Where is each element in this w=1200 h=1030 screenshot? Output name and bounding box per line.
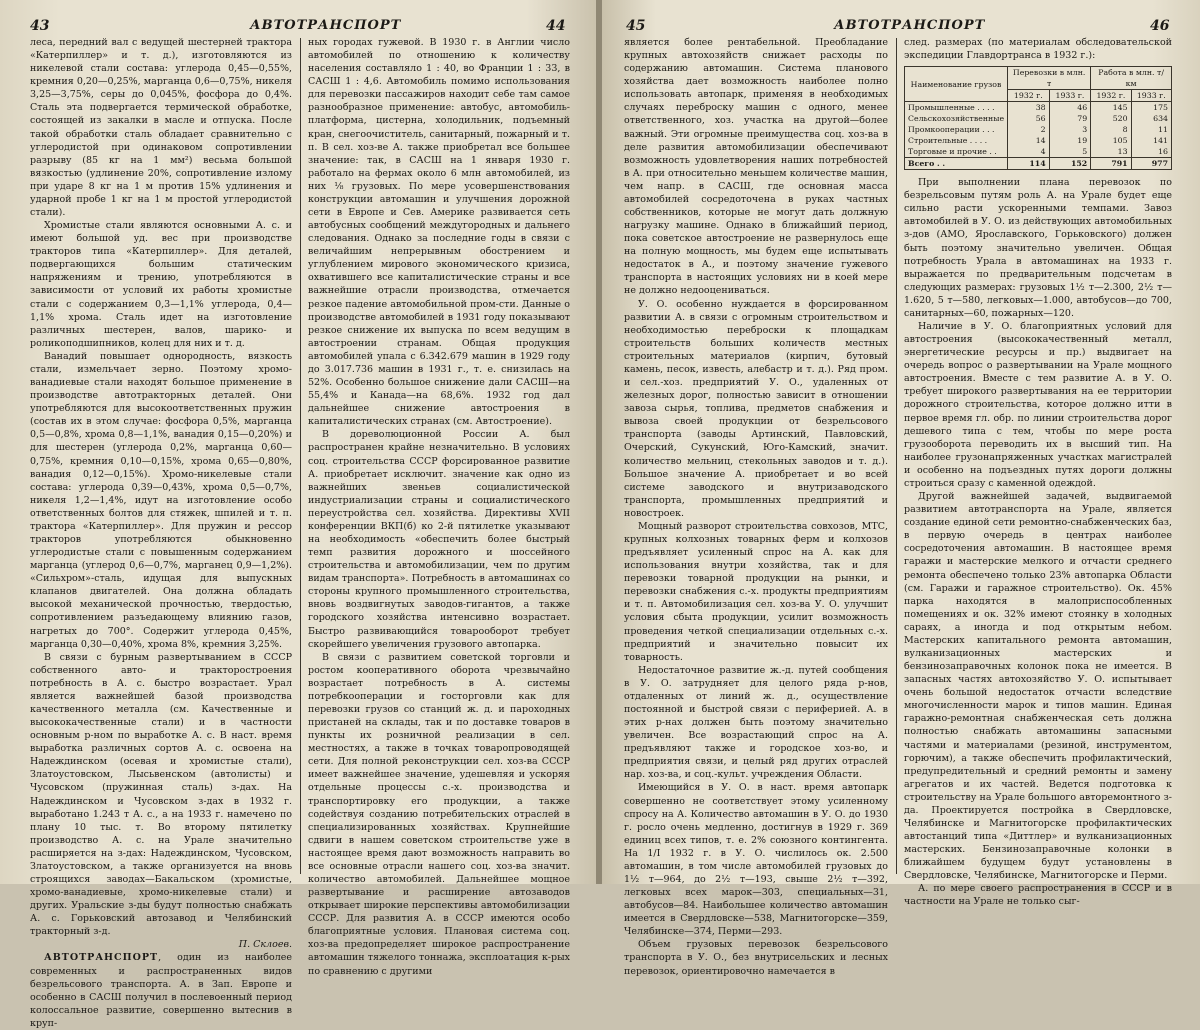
table-cell: 114 bbox=[1008, 158, 1050, 170]
paragraph: У. О. особенно нуждается в форсированном развитии А. в связи с огромным строительством и необходимостью переброски к площадкам строительств больших количеств местных строительных материалов (кирпич, бутовый камень, песок, известь, алебастр и т. д.). Ряд пром. и сел.-хоз. предприятий У. О., удаленных от железных дорог, полностью зависит в отношении завоза сырья, топлива, предметов снабжения и вывоза своей продукции от безрельсового транспорта (заводы Артинский, Павловский, Очерский, Сукунский, Юго-Камский, значит. количество мельниц, стекольных заводов и т. д.). Большое значение А. приобретает и во всей системе заводского и внутризаводского транспорта, промышленных предприятий и новостроек. bbox=[624, 298, 888, 519]
table-cell: Всего . . bbox=[905, 158, 1008, 170]
table-cell: Промкооперации . . . bbox=[905, 124, 1008, 135]
right-page-number: 46 bbox=[1150, 18, 1170, 34]
table-cell: 56 bbox=[1008, 113, 1050, 124]
table-header-name: Наименование грузов bbox=[905, 67, 1008, 102]
table-total-row bbox=[905, 158, 1172, 170]
entry-paragraph bbox=[30, 951, 292, 1029]
column-divider bbox=[300, 38, 301, 874]
left-column2-number: 44 bbox=[546, 18, 566, 34]
right-column-2 bbox=[904, 36, 1172, 908]
table-cell: 46 bbox=[1049, 102, 1091, 114]
table-cell: 634 bbox=[1131, 113, 1171, 124]
paragraph: В дореволюционной России А. был распространен крайне незначительно. В условиях соц. строительства СССР форсированное развитие А. приобретает исключит. значение как одно из важнейших звеньев социалистической индустриализации страны и социалистического переустройства сел. хозяйства. Директивы XVII конференции ВКП(б) ко 2-й пятилетке указывают на необходимость «обеспечить более быстрый темп развития дорожного и шоссейного строительства и автомобилизации, чем по другим видам транспорта». Потребность в автомашинах со стороны крупного промышленного строительства, вновь воздвигнутых заводов-гигантов, а также городского хозяйства интенсивно возрастает. Быстро развивающийся товарооборот требует скорейшего увеличения грузового автопарка. bbox=[308, 429, 570, 650]
table-cell: 141 bbox=[1131, 135, 1171, 146]
paragraph: Ванадий повышает однородность, вязкость стали, измельчает зерно. Поэтому хромо-ванадиевые стали находят большое применение в производстве автотракторных деталей. Они употребляются для высокоответственных пружин (состав их в этом случае: фосфора 0,5%, марганца 0,5—0,8%, хрома 0,8—1,1%, ванадия 0,15—0,20%) и для шестерен (углерода 0,2%, марганца 0,60—0,75%, кремния 0,10—0,15%, хрома 0,65—0,80%, ванадия 0,12—0,15%). Хромо-никелевые стали состава: углерода 0,39—0,43%, хрома 0,5—0,7%, никеля 1,2—1,4%, идут на изготовление особо ответственных болтов для стяжек, шпилей и т. п. трактора «Катерпиллер». Для пружин и рессор тракторов употребляются обыкновенно углеродистые стали с повышенным содержанием марганца (углерод 0,6—0,7%, марганец 0,9—1,2%). «Сильхром»-сталь, идущая для выпускных клапанов двигателей. Она должна обладать высокой механической прочностью, твердостью, сопротивлением разъедающему влиянию газов, нагретых до 700°. Содержит углерода 0,45%, марганца 0,30—0,40%, хрома 8%, кремния 3,25%. bbox=[30, 350, 292, 650]
table-cell: Промышленные . . . . bbox=[905, 102, 1008, 114]
paragraph: А. по мере своего распространения в СССР и в частности на Урале не только сыг- bbox=[904, 883, 1172, 908]
table-cell: 175 bbox=[1131, 102, 1171, 114]
table-header-year: 1933 г. bbox=[1049, 90, 1091, 102]
paragraph: ных городах гужевой. В 1930 г. в Англии число автомобилей по отношению к количеству населения составляло 1 : 40, во Франции 1 : 33, в САСШ 1 : 4,6. Автомобиль помимо использования для перевозки пассажиров находит себе там самое разнообразное применение: автобус, автомобиль-платформа, цистерна, холодильник, подъемный кран, снегоочиститель, санитарный, пожарный и т. п. В сел. хоз-ве А. также приобретал все большее значение: так, в САСШ на 1 января 1930 г. работало на фермах около 6 млн автомобилей, из них ⅛ грузовых. По мере усовершенствования конструкции автомашин и улучшения дорожной сети в Европе и Сев. Америке развивается сеть автобусных сообщений междугородных и дальнего следования. Однако за последние годы в связи с величайшим непрерывным обострением и углублением мирового экономического кризиса, охватившего все капиталистические страны и все важнейшие отрасли производства, отмечается резкое падение автомобильной пром-сти. Данные о производстве автомобилей в 1931 году показывают резкое снижение их выпуска по всем ведущим в автостроении странам. Общая продукция автомобилей упала с 6.342.679 машин в 1929 году до 3.017.736 машин в 1931 г., т. е. снизилась на 52%. Особенно большое снижение дали САСШ—на 55,4% и Канада—на 68,6%. 1932 год дал дальнейшее снижение автостроения в капиталистических странах (см. Автостроение). bbox=[308, 37, 570, 428]
paragraph: является более рентабельной. Преобладание крупных автохозяйств снижает расходы по содержанию автомашин. Система планового хозяйства дает возможность наиболее полно использовать автопарк, применяя в необходимых случаях переброску машин с одного, менее ответственного, хоз. участка на другой—более важный. Эти огромные преимущества соц. хоз-ва в деле развития автомобилизации обеспечивают возможность удовлетворения наших потребностей в А. при относительно меньшем количестве машин, чем напр. в САСШ, где основная масса автомобилей сосредоточена в руках частных собственников, которые не могут дать должную нагрузку машине. Однако в ближайший период, пока советское автостроение не развернулось еще на полную мощность, мы будем еще испытывать недостаток в А., и поэтому значение гужевого транспорта в настоящих условиях ни в коей мере не должно недооцениваться. bbox=[624, 37, 888, 297]
left-running-head: АВТОТРАНСПОРТ bbox=[250, 18, 402, 33]
author-signature: П. Склоев. bbox=[238, 939, 292, 951]
paragraph: Хромистые стали являются основными А. с. и имеют большой уд. вес при производстве тракторов типа «Катерпиллер». Для деталей, подвергающихся большим статическим напряжениям и трению, употребляются в зависимости от условий их работы хромистые стали с содержанием 0,3—1,1% углерода, 0,4—1,1% хрома. Сталь идет на изготовление различных шестерен, валов, шарико- и роликоподшипников, колец для них и т. д. bbox=[30, 220, 292, 349]
left-column-2 bbox=[308, 36, 570, 977]
freight-table bbox=[904, 66, 1172, 170]
table-header-year: 1933 г. bbox=[1131, 90, 1171, 102]
paragraph: Наличие в У. О. благоприятных условий для автостроения (высококачественный металл, энергетические ресурсы и пр.) выдвигает на очередь вопрос о развертывании на Урале мощного автостроения. Вместе с тем развитие А. в У. О. требует широкого развертывания на ее территории дорожного строительства, которое должно итти в первое время гл. обр. по линии строительства дорог дешевого типа с тем, чтобы по мере роста грузооборота переводить их в высший тип. На наиболее грузонапряженных участках магистралей и особенно на подъездных путях дороги должны строиться сразу с каменной одеждой. bbox=[904, 321, 1172, 489]
table-cell: 4 bbox=[1008, 146, 1050, 158]
entry-text: , один из наиболее современных и распространенных видов безрельсового транспорта. А. в Зап. Европе и особенно в САСШ получил в послевоенный период колоссальное развитие, совершенно вытеснив в круп- bbox=[30, 952, 292, 1029]
left-page bbox=[0, 0, 598, 1029]
table-cell: 8 bbox=[1091, 124, 1131, 135]
table-cell: 2 bbox=[1008, 124, 1050, 135]
table-header-year: 1932 г. bbox=[1008, 90, 1050, 102]
paragraph: леса, передний вал с ведущей шестерней трактора «Катерпиллер» и т. д.), изготовляются из никелевой стали состава: углерода 0,45—0,55%, кремния 0,20—0,25%, марганца 0,6—0,75%, никеля 3,25—3,75%, серы до 0,045%, фосфора до 0,4%. Сталь эта подвергается термической обработке, состоящей из закалки в масле и отпуска. После такой обработки сталь обладает сравнительно с углеродистой при одинаковом сопротивлении разрыву (85 кг на 1 мм²) весьма большой вязкостью (удлинение 20%, сопротивление излому при ударе 8 кг на 1 м против 15% удлинения и ударной пробе 1 кг на 1 м простой углеродистой стали). bbox=[30, 37, 292, 219]
table-cell: 14 bbox=[1008, 135, 1050, 146]
table-cell: 105 bbox=[1091, 135, 1131, 146]
paragraph: В связи с развитием советской торговли и ростом кооперативного оборота чрезвычайно возрастает потребность в А. системы потребкооперации и госторговли как для перевозки грузов со станций ж. д. и пароходных пристаней на склады, так и по доставке товаров в пункты их розничной реализации в сел. местностях, а также в точках товаропроводящей сети. Для полной реконструкции сел. хоз-ва СССР имеет важнейшее значение, удешевляя и ускоряя отдельные процессы с.-х. производства и транспортировку его продукции, а также содействуя созданию потребительских отраслей в специализированных хозяйствах. Крупнейшие сдвиги в нашем советском строительстве уже в настоящее время дают возможность направить во все основные отрасли нашего соц. хоз-ва значит. количество автомобилей. Дальнейшее мощное развертывание и расширение автозаводов открывает широкие перспективы автомобилизации СССР. Для развития А. в СССР имеются особо благоприятные условия. Плановая система соц. хоз-ва предопределяет широкое распространение автомашин тяжелого тоннажа, эксплоатация к-рых по сравнению с другими bbox=[308, 651, 570, 977]
table-cell: 5 bbox=[1049, 146, 1091, 158]
table-row bbox=[905, 146, 1172, 158]
table-cell: 11 bbox=[1131, 124, 1171, 135]
table-cell: 38 bbox=[1008, 102, 1050, 114]
table-cell: 13 bbox=[1091, 146, 1131, 158]
table-row bbox=[905, 113, 1172, 124]
table-cell: 19 bbox=[1049, 135, 1091, 146]
right-page bbox=[602, 0, 1200, 977]
table-row bbox=[905, 102, 1172, 114]
paragraph: Объем грузовых перевозок безрельсового транспорта в У. О., без внутрисельских и лесных перевозок, ориентировочно намечается в bbox=[624, 939, 888, 977]
paragraph: Мощный разворот строительства совхозов, МТС, крупных колхозных товарных ферм и колхозов предъявляет усиленный спрос на А. как для использования внутри хозяйства, так и для перевозки товарной продукции на рынки, и перевозки снабжения с.-х. продукты предприятиям и т. п. Автомобилизация сел. хоз-ва У. О. улучшит условия сбыта продукции, усилит возможность проведения четкой специализации отдельных с.-х. предприятий и значительно повысит их товарность. bbox=[624, 520, 888, 663]
table-header-year: 1932 г. bbox=[1091, 90, 1131, 102]
paragraph: Имеющийся в У. О. в наст. время автопарк совершенно не соответствует этому усиленному спросу на А. Количество автомашин в У. О. до 1930 г. росло очень медленно, достигнув в 1929 г. 369 единиц всех типов, т. е. 2% союзного контингента. На 1/I 1932 г. в У. О. числилось ок. 2.500 автомашин, в том числе автомобилей грузовых до 1½ т—964, до 2½ т—193, свыше 2½ т—392, легковых всех марок—303, специальных—31, автобусов—84. Наибольшее количество автомашин имеется в Свердловске—538, Магнитогорске—359, Челябинске—374, Перми—293. bbox=[624, 782, 888, 938]
left-column-1 bbox=[30, 36, 292, 1029]
table-cell: Торговые и прочие . . bbox=[905, 146, 1008, 158]
paragraph: В связи с бурным развертыванием в СССР собственного авто- и тракторостроения потребность в А. с. быстро возрастает. Урал является важнейшей базой производства качественного металла (см. Качественные и высококачественные стали) и в частности основным р-ном по выработке А. с. В наст. время выработка различных сортов А. с. освоена на Надеждинском (осевая и хромистые стали), Златоустовском, Лысьвенском (автолисты) и Чусовском (пружинная сталь) з-дах. На Надеждинском и Чусовском з-дах в 1932 г. выработано 1.243 т А. с., а на 1933 г. намечено по плану 10 тыс. т. Во второму пятилетку производство А. с. на Урале значительно расширяется на з-дах: Надеждинском, Чусовском, Златоустовском, а также организуется на вновь строящихся заводах—Бакальском (хромистые, хромо-ванадиевые, хромо-никелевые стали) и других. Уральские з-ды будут полностью снабжать А. с. Горьковский автозавод и Челябинский тракторный з-д. bbox=[30, 651, 292, 938]
table-cell: 79 bbox=[1049, 113, 1091, 124]
table-header-group: Перевозки в млн. т bbox=[1008, 67, 1091, 90]
table-cell: 791 bbox=[1091, 158, 1131, 170]
table-header-group: Работа в млн. т/км bbox=[1091, 67, 1172, 90]
table-cell: Сельскохозяйственные bbox=[905, 113, 1008, 124]
table-cell: 152 bbox=[1049, 158, 1091, 170]
table-cell: 977 bbox=[1131, 158, 1171, 170]
paragraph: Другой важнейшей задачей, выдвигаемой развитием автотранспорта на Урале, является создание единой сети ремонтно-снабженческих баз, в первую очередь в центрах наиболее сосредоточения автомашин. В настоящее время гаражи и мастерские мелкого и отчасти среднего ремонта обеспечено только 23% автопарка Области (см. Гаражи и гаражное строительство). Ок. 45% парка находятся в малоприспособленных помещениях и ок. 32% имеют стоянку в холодных сараях, а иногда и под открытым небом. Мастерских капитального ремонта автомашин, вулканизационных мастерских и бензинозаправочных колонок пока не имеется. В запасных частях автохозяйство У. О. испытывает очень большой недостаток отчасти вследствие многочисленности марок и типов машин. Единая гаражно-ремонтная снабженческая сеть должна полностью снабжать автомашины запасными частями и материалами (резиной, инструментом, горючим), а также обеспечить профилактический, предупредительный и средний ремонты и замену агрегатов и их частей. Ведется подготовка к строительству на Урале большого авторемонтного з-да. Проектируется постройка в Свердловске, Челябинске и Магнитогорске профилактических автостанций типа «Диттлер» и вулканизационных мастерских. Бензинозаправочные колонки в ближайшем будущем будут установлены в Свердловске, Челябинске, Магнитогорске и Перми. bbox=[904, 491, 1172, 882]
table-row bbox=[905, 124, 1172, 135]
right-running-head: АВТОТРАНСПОРТ bbox=[834, 18, 986, 33]
table-row bbox=[905, 135, 1172, 146]
table-cell: 145 bbox=[1091, 102, 1131, 114]
right-column1-number: 45 bbox=[626, 18, 646, 34]
entry-headword: АВТОТРАНСПОРТ bbox=[44, 952, 159, 964]
left-page-number: 43 bbox=[30, 18, 50, 34]
right-column-1 bbox=[624, 36, 888, 977]
table-cell: 16 bbox=[1131, 146, 1171, 158]
column-divider bbox=[896, 38, 897, 874]
table-cell: 3 bbox=[1049, 124, 1091, 135]
table-cell: Строительные . . . . bbox=[905, 135, 1008, 146]
table-intro: след. размерах (по материалам обследовательской экспедиции Главдортранса в 1932 г.): bbox=[904, 37, 1172, 62]
paragraph: Недостаточное развитие ж.-д. путей сообщения в У. О. затрудняет для целого ряда р-нов, отдаленных от линий ж. д., осуществление постоянной и быстрой связи с периферией. А. в этих р-нах должен быть поэтому значительно увеличен. Все возрастающий спрос на А. предъявляют также и городское хоз-во, и предприятия связи, и целый ряд других отраслей нар. хоз-ва, и соц.-культ. учреждения Области. bbox=[624, 664, 888, 781]
table-cell: 520 bbox=[1091, 113, 1131, 124]
paragraph: При выполнении плана перевозок по безрельсовым путям роль А. на Урале будет еще сильно расти ускоренными темпами. Завоз автомобилей в У. О. из действующих автомобильных з-дов (АМО, Ярославского, Горьковского) должен быть поэтому значительно увеличен. Общая потребность Урала в автомашинах на 1933 г. выражается по предварительным подсчетам в следующих размерах: грузовых 1½ т—2.300, 2½ т—1.620, 5 т—580, легковых—1.000, автобусов—до 700, санитарных—60, пожарных—120. bbox=[904, 177, 1172, 319]
